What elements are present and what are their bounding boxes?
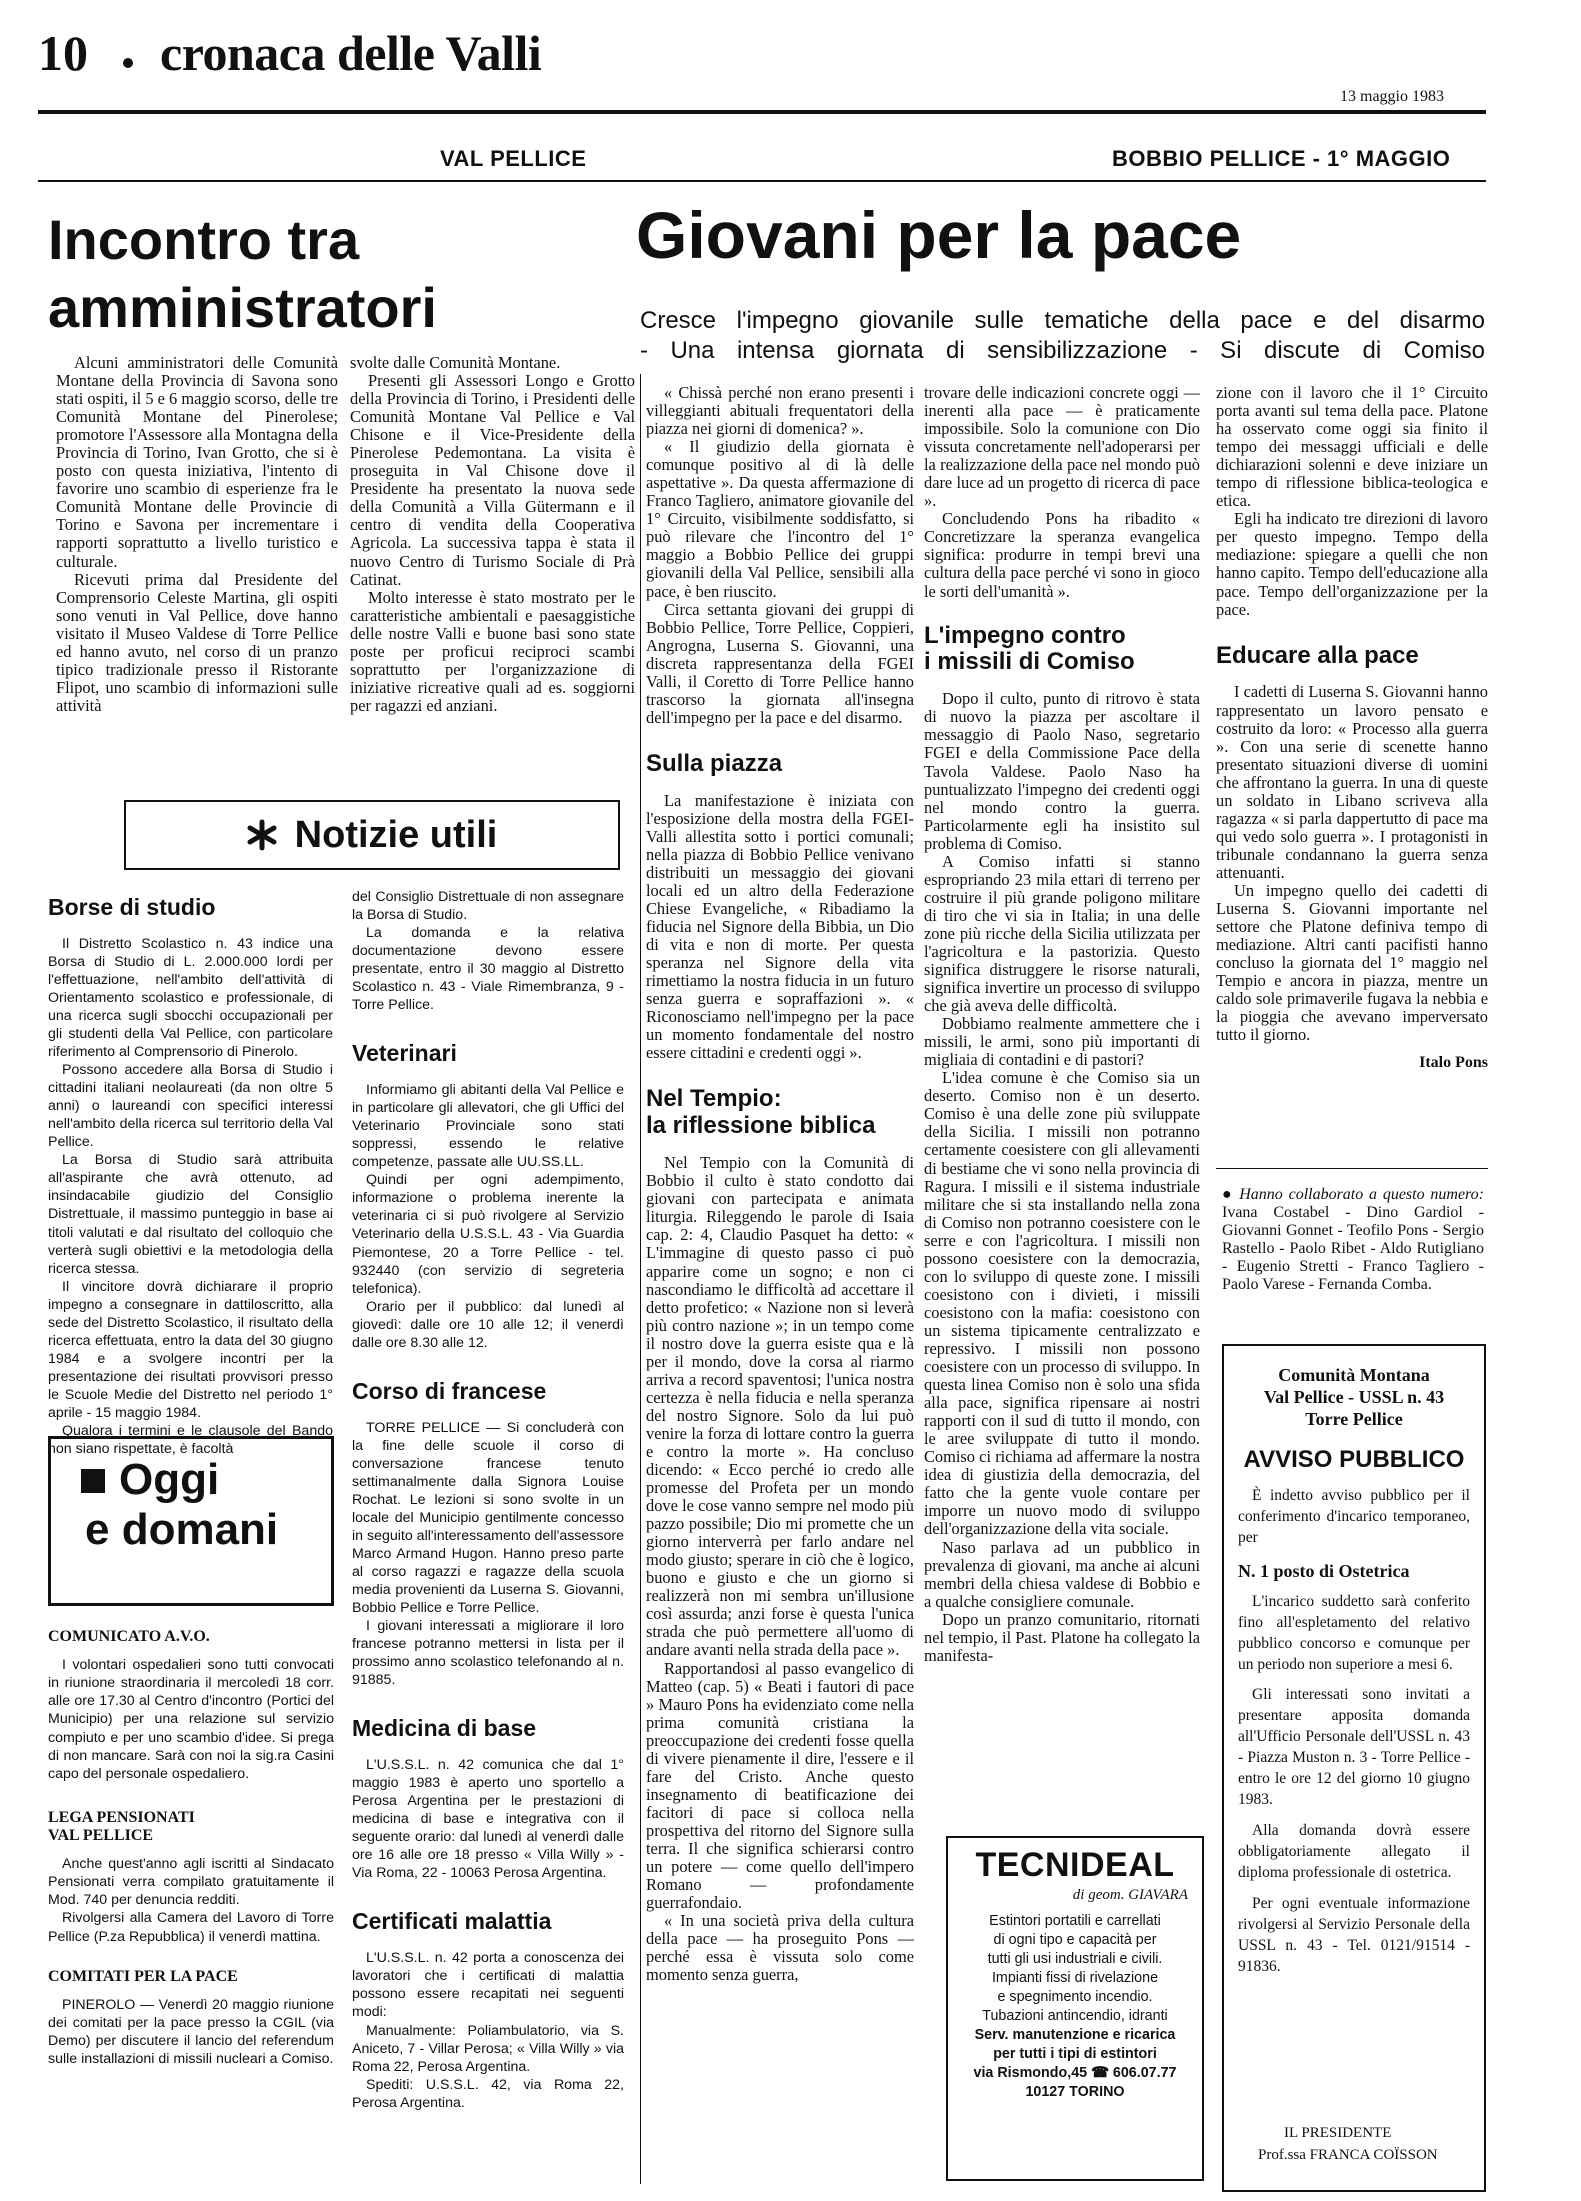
- left-article-col2: [350, 354, 635, 786]
- notice-paragraph: TORRE PELLICE — Si concluderà con la fine delle scuole il corso di conversazione francese tenuto settimanalmente dalla Signora Louise Rochat. Le lezioni si sono svolte in un locale del Municipio gentilmente concesso in seguito all'interessamento dell'assessore Marco Armand Hugon. Hanno preso parte al corso ragazzi e ragazze della scuola media provenienti da Luserna S. Giovanni, Bobbio Pellice e Torre Pellice.: [352, 1419, 624, 1616]
- collaborators-label: Hanno collaborato a questo numero:: [1239, 1186, 1485, 1203]
- subheading-nel-tempio: [646, 1086, 914, 1140]
- main-article-col3: [1216, 384, 1488, 1134]
- main-article-col2: [924, 384, 1200, 1714]
- tecnideal-owner: di geom. GIAVARA: [1072, 1887, 1188, 1903]
- avviso-body: [1238, 1486, 1470, 1977]
- notizie-col1: [48, 888, 333, 1457]
- main-paragraph: « In una società priva della cultura della pace — ha proseguito Pons — perché essa è vissuta solo come momento senza guerra,: [646, 1911, 914, 1985]
- ad-line: Estintori portatili e carrellati: [989, 1913, 1161, 1929]
- ad-line: via Rismondo,45 ☎ 606.07.77: [973, 2065, 1177, 2081]
- notice-paragraph: PINEROLO — Venerdì 20 maggio riunione dei comitati per la pace presso la CGIL (via Demo) per discutere il lancio del referendum sulle installazioni di missili nucleari a Comiso.: [48, 1996, 334, 2068]
- notice-paragraph: La Borsa di Studio sarà attribuita all'aspirante che avrà ottenuto, ad insindacabile giudizio del Consiglio Distrettuale, il massimo punteggio in base ai titoli valutati e dal risultato del colloquio che verterà sugli obiettivi e la metodologia della ricerca stessa.: [48, 1152, 333, 1277]
- ad-line: Serv. manutenzione e ricarica: [974, 2027, 1176, 2043]
- avviso-paragraph: Per ogni eventuale informazione rivolgersi al Servizio Personale della USSL n. 43 - Tel. 0121/91514 - 91836.: [1238, 1894, 1470, 1975]
- section-title: cronaca delle Valli: [160, 25, 542, 81]
- tecnideal-advertisement: [946, 1836, 1204, 2181]
- main-paragraph: « Chissà perché non erano presenti i villeggianti abituali frequentatori della piazza nei giorni di domenica? ».: [646, 383, 914, 439]
- main-paragraph: Rapportandosi al passo evangelico di Matteo (cap. 5) « Beati i fautori di pace » Mauro Pons ha evidenziato come nella prima comunità cristiana la preoccupazione dei credenti fosse quella di vivere pienamente il dire, l'essere e il fare del Cristo. Anche questo insegnamento di beatificazione dei facitori di pace si colloca nella prospettiva del ritorno del Signore sulla terra. Il che significa schierarsi contro un potere — come quello dell'impero Romano — profondamente guerrafondaio.: [646, 1658, 914, 1913]
- left-article-paragraph: Alcuni amministratori delle Comunità Montane della Provincia di Savona sono stati ospiti, il 5 e 6 maggio scorso, delle tre Comunità Montane del Pinerolese; promotore l'Assessore alla Montagna della Provincia di Torino, Ivan Grotto, che si è posto con questa iniziativa, l'intento di favorire uno scambio di esperienze fra le Comunità Montane delle Provincie di Torino e Savona per incrementare i rapporti soprattutto a livello turistico e culturale.: [56, 353, 338, 571]
- main-paragraph: trovare delle indicazioni concrete oggi — inerenti alla pace — è praticamente impossibile. Solo la comunione con Dio vissuta concretamente nell'adoperarsi per la realizzazione della pace nel mondo può dare luce ad un progetto di ricerca di pace ».: [924, 383, 1200, 511]
- ad-line: 10127 TORINO: [1025, 2084, 1125, 2100]
- main-paragraph: Dobbiamo realmente ammettere che i missili, le armi, sono più importanti di migliaia di contadini e di pastori?: [924, 1014, 1200, 1070]
- main-paragraph: Dopo un pranzo comunitario, ritornati nel tempio, il Past. Platone ha collegato la manifesta-: [924, 1609, 1200, 1665]
- notice-paragraph: Anche quest'anno agli iscritti al Sindacato Pensionati verra compilato gratuitamente il Mod. 740 per denuncia redditi.: [48, 1856, 334, 1909]
- notizie-utili-heading: Notizie utili: [294, 813, 498, 856]
- main-paragraph: Naso parlava ad un pubblico in prevalenza di giovani, ma anche ai alcuni membri della chiesa valdese di Bobbio e a qualche consigliere comunale.: [924, 1537, 1200, 1611]
- kicker-rule: [38, 180, 1486, 182]
- notice-paragraph: Rivolgersi alla Camera del Lavoro di Torre Pellice (P.za Repubblica) il venerdì mattina.: [48, 1910, 334, 1945]
- left-headline: [48, 206, 437, 342]
- notice-paragraph: Il Distretto Scolastico n. 43 indice una Borsa di Studio di L. 2.000.000 lordi per l'effettuazione, nell'ambito dell'attività di Orientamento scolastico e professionale, di una ricerca sugli sbocchi occupazionali per gli studenti della Val Pellice, con particolare riferimento al Comprensorio di Pinerolo.: [48, 936, 333, 1061]
- main-headline: Giovani per la pace: [636, 198, 1242, 272]
- heading-line: Oggi: [119, 1455, 220, 1504]
- main-paragraph: « Il giudizio della giornata è comunque positivo al di là delle aspettative ». Da questa affermazione di Franco Tagliero, animatore giovanile del 1° Circuito, visibilmente soddisfatto, si può rilevare che l'incontro del 1° maggio a Bobbio Pellice dei gruppi giovanili della Val Pellice, sensibili alla pace, è ben riuscito.: [646, 437, 914, 601]
- tecnideal-details: [948, 1912, 1202, 2102]
- avviso-signature: [1258, 2122, 1438, 2166]
- avviso-title: AVVISO PUBBLICO: [1243, 1446, 1465, 1473]
- ad-line: e spegnimento incendio.: [997, 1989, 1153, 2005]
- main-paragraph: Dopo il culto, punto di ritrovo è stata di nuovo la piazza per ascoltare il messaggio di Paolo Naso, segretario FGEI e della Commissione Pace della Tavola Valdese. Paolo Naso ha puntualizzato l'impegno dei credenti oggi nel mondo contro la guerra. Particolarmente egli ha insistito sul problema di Comiso.: [924, 689, 1200, 853]
- tecnideal-name: TECNIDEAL: [975, 1846, 1175, 1884]
- subheading-comiso: [924, 623, 1200, 677]
- left-article-paragraph: Ricevuti prima dal Presidente del Comprensorio Celeste Martina, gli ospiti sono venuti in Val Pellice, dove hanno visitato il Museo Valdese di Torre Pellice ed hanno avuto, nel corso di un pranzo tipico tradizionale presso il Ristorante Flipot, uno scambio di informazioni sulle attività: [56, 569, 338, 715]
- subheading-line: la riflessione biblica: [646, 1112, 876, 1140]
- ad-line: Impianti fissi di rivelazione: [991, 1970, 1159, 1986]
- left-article-paragraph: svolte dalle Comunità Montane.: [350, 353, 561, 372]
- left-headline-line1: Incontro tra: [48, 208, 360, 271]
- borse-di-studio-heading: Borse di studio: [48, 894, 216, 920]
- ad-line: Tubazioni antincendio, idranti: [982, 2008, 1168, 2024]
- heading-line: e domani: [85, 1505, 279, 1554]
- subheading-line: L'impegno contro: [924, 621, 1126, 649]
- notice-paragraph: Informiamo gli abitanti della Val Pellice e in particolare gli allevatori, che gli Uffici del Veterinario Provinciale sono stati soppressi, essendo le relative competenze, passate alle UU.SS.LL.: [352, 1082, 624, 1171]
- main-paragraph: Un impegno quello dei cadetti di Luserna S. Giovanni importante nel settore che Platone definiva tempo di mediazione. Altri canti pacifisti hanno concluso la giornata del 1° maggio nel Tempio e ancora in piazza, mentre un caldo sole primaverile fugava la nebbia e la pioggia che avevano imperversato tutto il giorno.: [1216, 881, 1488, 1045]
- square-bullet-icon: [81, 1469, 105, 1493]
- avviso-paragraph: Gli interessati sono invitati a presentare apposita domanda all'Ufficio Personale dell'USSL n. 43 - Piazza Muston n. 3 - Torre Pellice - entro le ore 12 del giorno 10 giugno 1983.: [1238, 1686, 1470, 1809]
- main-paragraph: L'idea comune è che Comiso sia un deserto. Comiso non è un deserto. Comiso è una delle zone più sviluppate della Sicilia. I missili non potranno certamente coesistere con gli allevamenti di bestiame che vi sono nella provincia di Ragura. I missili e il sistema industriale militare che si sta installando nella zona di Comiso non potranno coesistere con le serre e con l'agricoltura. I missili non possono coesistere con la democrazia, con lo sviluppo di queste zone. I missili coesistono con i divieti, i missili coesistono con la mafia: coesistono con un sistema tipicamente centralizzato e repressivo. I missili non possono coesistere con un processo di sviluppo. In questa linea Comiso non è solo una sfida alla pace, significa ripensare ai nostri rapporti con il sud di tutto il mondo, con le aree sviluppate di tutto il mondo. Comiso ci richiama ad affermare la nostra idea di giustizia della democrazia, del fatto che la gente vuole contare per imporre un nuovo modo di sviluppo dell'organizzazione della vita sociale.: [924, 1068, 1200, 1539]
- issue-date: 13 maggio 1983: [1340, 88, 1444, 105]
- main-paragraph: Concludendo Pons ha ribadito « Concretizzare la speranza evangelica significa: produrre in tempi brevi una cultura della pace perché vi sono in gioco le sorti dell'umanità ».: [924, 509, 1200, 601]
- ad-line: tutti gli usi industriali e civili.: [987, 1951, 1163, 1967]
- asterisk-icon: [247, 820, 277, 850]
- ad-line: per tutti i tipi di estintori: [993, 2046, 1157, 2062]
- org-line: Val Pellice - USSL n. 43: [1263, 1387, 1445, 1407]
- masthead-rule: [38, 110, 1486, 114]
- notice-paragraph: La domanda e la relativa documentazione devono essere presentate, entro il 30 maggio al Distretto Scolastico n. 43 - Viale Rimembranza, 9 - Torre Pellice.: [352, 925, 624, 1014]
- avo-heading: COMUNICATO A.V.O.: [48, 1628, 210, 1645]
- notice-paragraph: Quindi per ogni adempimento, informazione o problema inerente la veterinaria ci si può rivolgere al Servizio Veterinario della U.S.S.L. 43 - Via Guardia Piemontese, 20 a Torre Pellice - tel. 932440 (con servizio di segreteria telefonica).: [352, 1172, 624, 1297]
- heading-line: VAL PELLICE: [48, 1827, 154, 1844]
- medicina-di-base-heading: Medicina di base: [352, 1715, 537, 1742]
- main-paragraph: zione con il lavoro che il 1° Circuito porta avanti sul tema della pace. Platone ha osservato come oggi sia finito il tempo dei messaggi ufficiali e delle dichiarazioni solenni e deve iniziare un tempo di riflessione biblica-teologica e etica.: [1216, 383, 1488, 511]
- notice-paragraph: Qualora i termini e le clausole del Bando non siano rispettate, è facoltà: [48, 1422, 333, 1457]
- column-divider: [640, 374, 641, 2184]
- avviso-position: N. 1 posto di Ostetrica: [1238, 1560, 1410, 1581]
- subheading-educare: Educare alla pace: [1216, 641, 1419, 669]
- notizie-col2: [352, 888, 624, 2188]
- veterinari-heading: Veterinari: [352, 1040, 457, 1067]
- main-paragraph: Circa settanta giovani dei gruppi di Bobbio Pellice, Torre Pellice, Coppieri, Angrogna, Luserna S. Giovanni, una discreta rappresentanza della FGEI Valli, il Coretto di Torre Pellice hanno trascorso la giornata all'insegna dell'impegno per la pace e del disarmo.: [646, 599, 914, 727]
- main-paragraph: Egli ha indicato tre direzioni di lavoro per questo impegno. Tempo della mediazione: spiegare a quelli che non hanno capito. Tempo dell'educazione alla pace. Tempo dell'organizzazione per la pace.: [1216, 509, 1488, 619]
- avviso-paragraph: Alla domanda dovrà essere obbligatoriamente allegato il diploma professionale di ostetrica.: [1238, 1821, 1470, 1881]
- byline: Italo Pons: [1419, 1054, 1488, 1072]
- left-headline-line2: amministratori: [48, 276, 437, 339]
- main-subtitle: [640, 306, 1485, 366]
- collaborators-names: Ivana Costabel - Dino Gardiol - Giovanni Gonnet - Teofilo Pons - Sergio Rastello - Paolo Ribet - Aldo Rutigliano - Eugenio Stretti - Franco Tagliero - Paolo Varese - Fernanda Comba.: [1222, 1203, 1484, 1293]
- masthead-bullet: [123, 58, 133, 68]
- notice-paragraph: Manualmente: Poliambulatorio, via S. Aniceto, 7 - Villar Perosa; « Villa Willy » via Roma 22, Perosa Argentina.: [352, 2022, 624, 2075]
- notice-paragraph: Orario per il pubblico: dal lunedì al giovedì: dalle ore 10 alle 12; il venerdì dalle ore 8.30 alle 12.: [352, 1298, 624, 1351]
- main-paragraph: I cadetti di Luserna S. Giovanni hanno rappresentato un lavoro pensato e costruito da loro: « Processo alla guerra ». Con una serie di scenette hanno presentato situazioni diverse di uomini che affrontano la guerra. In una di queste un soldato in Libano scriveva alla ragazza « si parla dappertutto di pace ma qui vedo solo guerra ». I protagonisti in tribunale condannano la guerra senza attenuanti.: [1216, 682, 1488, 882]
- corso-di-francese-heading: Corso di francese: [352, 1377, 547, 1404]
- left-article-col1: [56, 354, 338, 786]
- oggi-e-domani-heading: [85, 1455, 279, 1555]
- notizie-utili-banner: [124, 800, 620, 870]
- page-number: 10: [38, 25, 88, 81]
- main-kicker: BOBBIO PELLICE - 1° MAGGIO: [1112, 146, 1451, 171]
- subheading-line: i missili di Comiso: [924, 648, 1135, 676]
- notice-paragraph: del Consiglio Distrettuale di non assegnare la Borsa di Studio.: [352, 889, 624, 924]
- notice-paragraph: Spediti: U.S.S.L. 42, via Roma 22, Perosa Argentina.: [352, 2076, 624, 2111]
- main-paragraph: A Comiso infatti si stanno espropriando 23 mila ettari di terreno per costruire il più grande poligono militare di tiro che vi sia in Italia; in una delle zone più ricche della Sicilia utilizzata per l'agricoltura e la pastorizia. Questo significa distruggere le risorse naturali, significa invertire un processo di sviluppo che già aveva delle difficoltà.: [924, 851, 1200, 1016]
- main-article-col1: [646, 384, 914, 2194]
- bullet-icon: ●: [1222, 1186, 1234, 1203]
- org-line: Comunità Montana: [1278, 1365, 1430, 1385]
- certificati-malattia-heading: Certificati malattia: [352, 1908, 552, 1935]
- left-article-paragraph: Molto interesse è stato mostrato per le caratteristiche ambientali e paesaggistiche delle nostre Valli e buone basi sono state poste per proficui reciproci scambi soprattutto per l'organizzazione di iniziative ricreative quali ad es. soggiorni per ragazzi ed anziani.: [350, 587, 635, 715]
- comitati-pace-heading: COMITATI PER LA PACE: [48, 1967, 238, 1985]
- left-kicker: VAL PELLICE: [440, 146, 587, 171]
- avviso-pubblico-box: [1222, 1344, 1486, 2192]
- notice-paragraph: I giovani interessati a migliorare il loro francese potranno mettersi in lista per il prossimo anno scolastico telefonando al n. 91885.: [352, 1618, 624, 1689]
- collaborators-rule: [1216, 1168, 1488, 1169]
- main-subtitle-line1: Cresce l'impegno giovanile sulle tematiche della pace e del disarmo: [640, 307, 1485, 334]
- oggi-e-domani-box: [48, 1436, 334, 1606]
- left-article-paragraph: Presenti gli Assessori Longo e Grotto della Provincia di Torino, i Presidenti delle Comunità Montane Val Pellice e Val Chisone e il Vice-Presidente della Pinerolese Pedemontana. La visita è proseguita in Val Chisone dove il Presidente ha presentato la nuova sede della Comunità a Villa Gütermann e il centro di vendita della Cooperativa Agricola. La successiva tappa è stata il nuovo Centro di Turismo Sociale di Prà Catinat.: [350, 371, 635, 589]
- main-paragraph: Nel Tempio con la Comunità di Bobbio il culto è stato condotto dai giovani con partecipata e animata liturgia. Rileggendo le parole di Isaia cap. 2: 4, Claudio Pasquet ha detto: « L'immagine di questo passo ci può apparire come un sogno; e non ci nascondiamo le difficoltà ad accettare il detto profetico: « Nazione non si leverà più contro nazione »; in un tempo come il nostro dove la guerra esiste qua e là per il mondo, dove la corsa al riarmo arriva a record spaventosi; l'unica nostra certezza è nella fiducia e nella speranza del nostro Signore. Solo da lui può venire la forza di lottare contro la guerra e contro la morte ». Ha concluso dicendo: « Ecco perché io credo alle promesse del Profeta per un mondo dove le cose vanno sempre nel modo più pazzo possibile; Dio mi promette che un giorno interverrà per farlo andare nel modo giusto; sperare in ciò che è logico, buono e giusto e che un giorno si realizzerà non mi sembra un'illusione così assurda; anzi forse è questa l'unica strada che può permettere all'uomo di andare avanti nella strada della pace ».: [646, 1153, 914, 1660]
- avviso-paragraph: È indetto avviso pubblico per il conferimento d'incarico temporaneo, per: [1238, 1487, 1470, 1546]
- avviso-organization: [1224, 1364, 1484, 1430]
- notice-paragraph: I volontari ospedalieri sono tutti convocati in riunione straordinaria il mercoledì 18 corr. alle ore 17.30 al Centro d'incontro (Portici del Municipio) per una relazione sul servizio compiuto e per uno scambio d'idee. Si prega di non mancare. Sarà con noi la sig.ra Casini capo del personale ospedaliero.: [48, 1657, 334, 1782]
- main-subtitle-line2: - Una intensa giornata di sensibilizzazione - Si discute di Comiso: [640, 337, 1485, 364]
- signature-title: IL PRESIDENTE: [1284, 2125, 1392, 2141]
- avviso-paragraph: L'incarico suddetto sarà conferito fino all'espletamento del relativo pubblico concorso e comunque per un periodo non superiore a mesi 6.: [1238, 1592, 1470, 1673]
- ad-line: di ogni tipo e capacità per: [993, 1932, 1157, 1948]
- subheading-sulla-piazza: Sulla piazza: [646, 749, 783, 777]
- collaborators-note: [1222, 1186, 1484, 1293]
- subheading-line: Nel Tempio:: [646, 1085, 782, 1113]
- org-line: Torre Pellice: [1305, 1409, 1403, 1429]
- signature-name: Prof.ssa FRANCA COÏSSON: [1258, 2147, 1438, 2163]
- notice-paragraph: L'U.S.S.L. n. 42 porta a conoscenza dei lavoratori che i certificati di malattia possono essere recapitati nei seguenti modi:: [352, 1950, 624, 2021]
- main-paragraph: La manifestazione è iniziata con l'esposizione della mostra della FGEI-Valli allestita sotto i portici comunali; nella piazza di Bobbio Pellice venivano distribuiti un messaggio dei giovani locali ed un altro della Federazione Chiese Evangeliche, « Ribadiamo la fiducia nel Signore della Bibbia, un Dio di vita e non di morte. Per questa speranza nel Signore della vita rimettiamo la nostra fiducia in un futuro senza guerra e sopraffazioni ». « Riconosciamo nell'impegno per la pace un momento fondamentale del nostro essere cittadini e credenti oggi ».: [646, 790, 914, 1063]
- lega-pensionati-heading: [48, 1809, 334, 1846]
- oggi-domani-col: [48, 1628, 334, 2188]
- heading-line: LEGA PENSIONATI: [48, 1808, 195, 1826]
- notice-paragraph: L'U.S.S.L. n. 42 comunica che dal 1° maggio 1983 è aperto uno sportello a Perosa Argentina per le prestazioni di medicina di base e integrativa con il seguente orario: dal lunedì al venerdì dalle ore 16 alle ore 18 presso « Villa Willy » - Via Roma, 22 - 10063 Perosa Argentina.: [352, 1757, 624, 1882]
- notice-paragraph: Il vincitore dovrà dichiarare il proprio impegno a consegnare in dattiloscritto, alla sede del Distretto Scolastico, il risultato della ricerca effettuata, entro la data del 30 giugno 1984 e a svolgere incontri per la presentazione dei risultati provvisori presso le Scuole Medie del Distretto nel periodo 1° aprile - 15 maggio 1984.: [48, 1278, 333, 1421]
- notice-paragraph: Possono accedere alla Borsa di Studio i cittadini italiani neolaureati (da non oltre 5 anni) o laureandi con specifici interessi nell'ambito della ricerca sul territorio della Val Pellice.: [48, 1062, 333, 1151]
